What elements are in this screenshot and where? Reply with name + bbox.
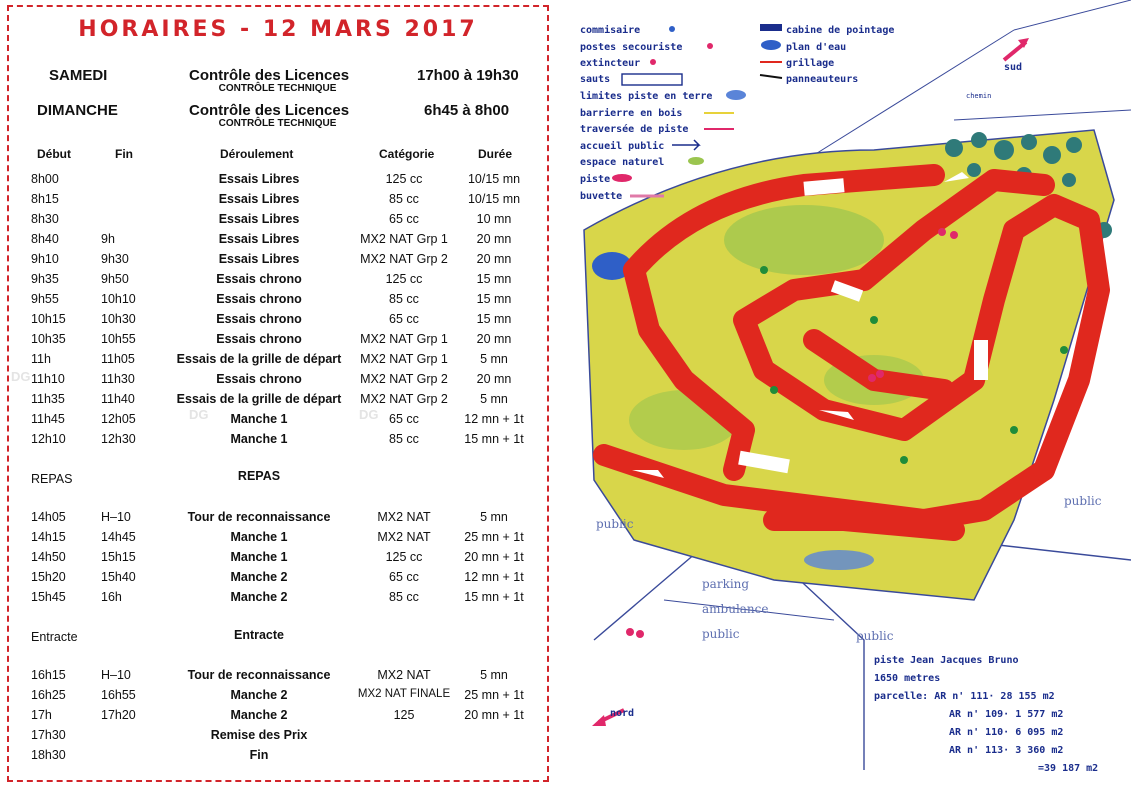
watermark: DG [189,407,209,422]
cell-categorie: 85 cc [389,432,419,446]
watermark: DG [359,407,379,422]
cell-deroulement: Manche 2 [230,688,288,702]
cell-categorie: MX2 NAT Grp 1 [360,352,448,366]
cell-fin: 11h30 [101,372,135,386]
cell-fin: 14h45 [101,530,136,544]
cell-duree: 12 mn + 1t [464,570,524,584]
track-info [874,654,1098,774]
cell-debut: 10h35 [31,332,66,346]
cell-fin: 9h50 [101,272,129,286]
legend-secouriste: postes secouriste [580,42,683,53]
cell-duree: 20 mn + 1t [464,550,524,564]
repas-left: REPAS [31,472,73,486]
cell-debut: 11h [31,352,51,366]
cell-fin: 12h05 [101,412,136,426]
cell-categorie: MX2 NAT [377,510,431,524]
cell-fin: 9h [101,232,115,246]
legend-sauts: sauts [580,74,611,85]
col-categorie: Catégorie [379,147,435,161]
entracte-center: Entracte [233,628,285,642]
schedule-title: HORAIRES - 12 MARS 2017 [78,17,478,42]
cell-debut: 11h10 [31,372,65,386]
cell-categorie: MX2 NAT FINALE [357,688,451,700]
cell-fin: H–10 [101,510,131,524]
cell-debut: 8h00 [31,172,59,186]
cell-debut: 18h30 [31,748,66,762]
cell-deroulement: Essais Libres [218,172,300,186]
legend-barriere: barrierre en bois [580,108,683,119]
cell-categorie: 125 [393,708,415,722]
cell-debut: 14h15 [31,530,66,544]
cell-debut: 8h40 [31,232,59,246]
cell-debut: 16h15 [31,668,66,682]
legend-accueil: accueil public [580,141,665,152]
cell-categorie: 125 cc [385,272,423,286]
legend-extincteur: extincteur [580,58,641,69]
info-parcelle-109: AR n' 109· 1 577 m2 [949,709,1064,720]
cell-duree: 15 mn + 1t [464,432,524,446]
cell-categorie: 65 cc [389,570,419,584]
repas-center: REPAS [237,469,281,483]
cell-fin: 10h55 [101,332,136,346]
public-label: public [702,627,740,641]
samedi-sub: CONTRÔLE TECHNIQUE [218,83,337,94]
cell-duree: 25 mn + 1t [464,688,524,702]
cell-debut: 9h55 [31,292,59,306]
cell-deroulement: Manche 1 [230,530,288,544]
cell-debut: 8h15 [31,192,59,206]
cell-fin: H–10 [101,668,131,682]
dimanche-sub: CONTRÔLE TECHNIQUE [218,118,337,129]
col-fin: Fin [115,147,133,161]
cell-duree: 20 mn + 1t [464,708,524,722]
cell-categorie: MX2 NAT [377,530,431,544]
cell-deroulement: Essais Libres [218,232,300,246]
legend-buvette: buvette [580,191,623,202]
cell-fin: 15h15 [101,550,136,564]
cell-categorie: MX2 NAT Grp 2 [360,372,448,386]
ambulance-label: ambulance [702,602,769,616]
cell-deroulement: Fin [249,748,269,762]
public-label: public [856,629,894,643]
cell-deroulement: Tour de reconnaissance [187,510,331,524]
cell-duree: 15 mn [476,272,512,286]
cell-debut: 17h30 [31,728,66,742]
cell-duree: 10 mn [476,212,512,226]
cell-deroulement: Essais de la grille de départ [176,352,342,366]
cell-fin: 17h20 [101,708,136,722]
info-parcelle-113: AR n' 113· 3 360 m2 [949,745,1064,756]
cell-deroulement: Essais Libres [218,192,300,206]
samedi-label: SAMEDI [49,67,108,84]
cell-debut: 14h50 [31,550,66,564]
cell-duree: 5 mn [480,352,508,366]
cell-debut: 9h35 [31,272,59,286]
cell-categorie: 85 cc [389,292,419,306]
cell-categorie: MX2 NAT Grp 2 [360,252,448,266]
legend-plan-eau: plan d'eau [786,42,847,53]
cell-deroulement: Essais chrono [216,312,302,326]
cell-fin: 15h40 [101,570,136,584]
cell-duree: 5 mn [480,510,508,524]
cell-duree: 5 mn [480,392,508,406]
cell-deroulement: Essais Libres [218,252,300,266]
cell-deroulement: Essais de la grille de départ [176,392,342,406]
cell-categorie: 65 cc [389,312,419,326]
cell-deroulement: Essais chrono [216,332,302,346]
cell-categorie: MX2 NAT [377,668,431,682]
cell-debut: 9h10 [31,252,59,266]
samedi-time: 17h00 à 19h30 [417,67,519,84]
cell-duree: 10/15 mn [467,172,521,186]
cell-categorie: MX2 NAT Grp 1 [360,332,448,346]
cell-debut: 15h20 [31,570,66,584]
legend-grillage: grillage [786,58,835,69]
info-length: 1650 metres [874,673,941,684]
cell-duree: 20 mn [476,332,512,346]
cell-deroulement: Manche 2 [230,590,288,604]
cell-categorie: 125 cc [385,172,423,186]
cell-duree: 15 mn + 1t [464,590,524,604]
cell-deroulement: Manche 1 [230,412,288,426]
cell-debut: 8h30 [31,212,59,226]
cell-categorie: MX2 NAT Grp 2 [360,392,448,406]
legend-panneauteurs: panneauteurs [786,74,859,85]
cell-deroulement: Manche 2 [230,708,288,722]
cell-duree: 5 mn [480,668,508,682]
cell-categorie: MX2 NAT Grp 1 [360,232,448,246]
cell-fin: 9h30 [101,252,129,266]
legend-piste: piste [580,174,611,185]
legend-cabine: cabine de pointage [786,25,895,36]
public-label: public [1064,494,1102,508]
cell-debut: 17h [31,708,52,722]
cell-duree: 15 mn [476,292,512,306]
legend-traversee: traversée de piste [580,124,689,135]
cell-fin: 11h05 [101,352,135,366]
legend-commisaire: commisaire [580,25,641,36]
dimanche-label: DIMANCHE [37,102,118,119]
cell-debut: 15h45 [31,590,66,604]
cell-duree: 20 mn [476,372,512,386]
cell-fin: 11h40 [101,392,135,406]
cell-debut: 16h25 [31,688,66,702]
cell-deroulement: Essais chrono [216,292,302,306]
cell-debut: 11h45 [31,412,65,426]
info-parcelle-111: parcelle: AR n' 111· 28 155 m2 [874,691,1055,702]
track-map [574,0,1131,791]
parking-label: parking [702,577,750,591]
cell-duree: 20 mn [476,232,512,246]
cell-deroulement: Tour de reconnaissance [187,668,331,682]
cell-duree: 12 mn + 1t [464,412,524,426]
info-parcelle-110: AR n' 110· 6 095 m2 [949,727,1064,738]
cell-deroulement: Manche 2 [230,570,288,584]
cell-duree: 10/15 mn [467,192,521,206]
cell-duree: 20 mn [476,252,512,266]
cell-debut: 11h35 [31,392,65,406]
entracte-left: Entracte [31,630,78,644]
cell-deroulement: Essais chrono [216,372,302,386]
watermark: DG [11,369,31,384]
col-duree: Durée [478,147,513,161]
cell-deroulement: Essais Libres [218,212,300,226]
cell-deroulement: Manche 1 [230,550,288,564]
cell-fin: 12h30 [101,432,136,446]
legend-espace: espace naturel [580,157,665,168]
nord-label: nord [610,708,635,719]
dimanche-time: 6h45 à 8h00 [424,102,510,119]
cell-debut: 14h05 [31,510,66,524]
cell-fin: 10h30 [101,312,136,326]
cell-categorie: 65 cc [389,412,419,426]
cell-deroulement: Manche 1 [230,432,288,446]
cell-fin: 10h10 [101,292,136,306]
cell-debut: 12h10 [31,432,66,446]
map-legend-right [760,24,894,85]
schedule-panel [7,5,549,782]
info-name: piste Jean Jacques Bruno [874,655,1019,666]
col-deroulement: Déroulement [220,147,294,161]
cell-categorie: 125 cc [385,550,423,564]
sud-label: sud [1004,62,1023,73]
cell-fin: 16h [101,590,122,604]
cell-deroulement: Remise des Prix [210,728,308,742]
cell-debut: 10h15 [31,312,66,326]
col-debut: Début [37,147,71,161]
cell-fin: 16h55 [101,688,136,702]
cell-categorie: 65 cc [389,212,419,226]
dimanche-event: Contrôle des Licences [189,102,350,119]
cell-categorie: 85 cc [389,590,419,604]
cell-deroulement: Essais chrono [216,272,302,286]
cell-duree: 15 mn [476,312,512,326]
legend-limites: limites piste en terre [580,91,713,102]
cell-duree: 25 mn + 1t [464,530,524,544]
cell-categorie: 85 cc [389,192,419,206]
samedi-event: Contrôle des Licences [189,67,350,84]
chemin-label: chemin [966,92,992,100]
public-label: public [596,517,634,531]
info-total: =39 187 m2 [1038,763,1099,774]
